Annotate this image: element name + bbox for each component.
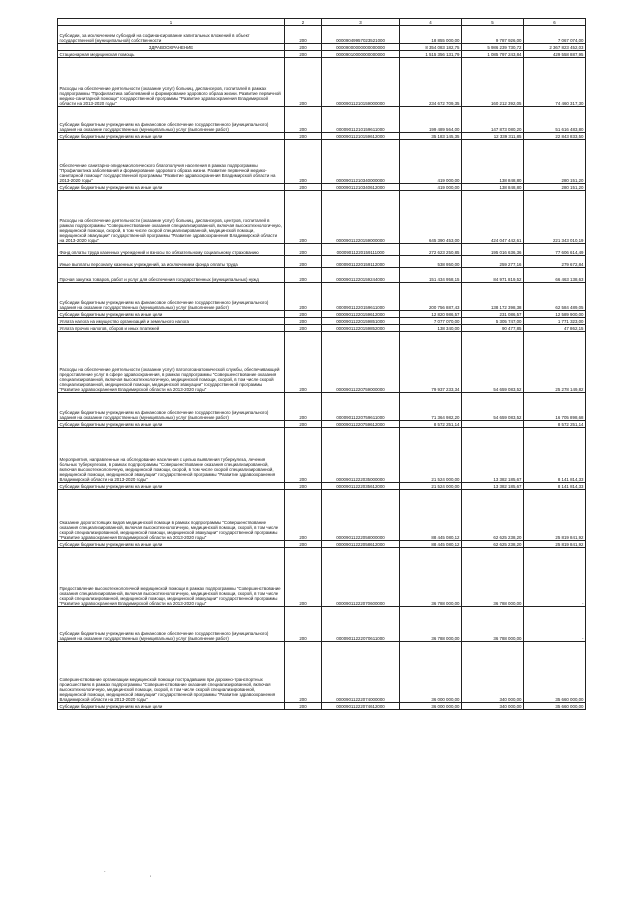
row-line-code: 200: [285, 642, 322, 703]
row-description: Субсидии бюджетным учреждениям на иные цели: [58, 703, 285, 710]
row-executed-amount: 5 305 747,00: [462, 318, 524, 325]
row-description: Субсидии бюджетным учреждениям на финансовое обеспечение государственного (муниципального) задания на оказание государственных (муниципальных) услуг (выполнение работ): [58, 283, 285, 311]
row-description: Субсидии бюджетным учреждениям на иные цели: [58, 483, 285, 490]
row-budget-code: 00009011222074612000: [322, 703, 400, 710]
column-header-3: 3: [322, 19, 400, 26]
row-approved-amount: 645 390 453,00: [400, 191, 462, 244]
row-remaining-amount: 429 558 887,95: [524, 51, 586, 58]
row-description: Предоставление высокотехнологичной медицинской помощи в рамках подпрограммы "Совершенствование оказания специализированной, включая высокотехнологичную, медицинской помощи, скорой, в том числе скорой специализированной, медицинской помощи, медицинской эвакуации" государственной программы "Развитие здравоохранения Владимирской области на 2013-2020 годы": [58, 548, 285, 607]
row-approved-amount: 234 672 709,35: [400, 58, 462, 107]
table-row: [58, 318, 586, 325]
row-executed-amount: 424 047 442,61: [462, 191, 524, 244]
row-remaining-amount: 280 151,20: [524, 184, 586, 191]
row-description: Уплата налога на имущество организаций и земельного налога: [58, 318, 285, 325]
row-approved-amount: 419 000,00: [400, 140, 462, 184]
row-remaining-amount: 279 672,84: [524, 256, 586, 268]
row-approved-amount: 88 445 080,12: [400, 541, 462, 548]
row-approved-amount: 7 077 070,00: [400, 318, 462, 325]
table-row: [58, 548, 586, 607]
table-row: [58, 107, 586, 133]
row-executed-amount: 54 659 083,52: [462, 393, 524, 421]
row-executed-amount: 12 339 311,85: [462, 133, 524, 140]
table-row: [58, 140, 586, 184]
row-line-code: 200: [285, 393, 322, 421]
row-remaining-amount: 1 771 323,00: [524, 318, 586, 325]
row-line-code: 200: [285, 541, 322, 548]
table-row: [58, 642, 586, 703]
row-line-code: 200: [285, 421, 322, 428]
row-executed-amount: 13 382 185,67: [462, 483, 524, 490]
row-remaining-amount: 7 067 074,00: [524, 26, 586, 44]
row-executed-amount: 340 000,00: [462, 703, 524, 710]
table-row: [58, 541, 586, 548]
row-remaining-amount: 35 660 000,00: [524, 642, 586, 703]
row-description: ЗДРАВООХРАНЕНИЕ: [58, 44, 285, 51]
row-executed-amount: 259 277,16: [462, 256, 524, 268]
table-row: [58, 421, 586, 428]
row-budget-code: 00009011220159611000: [322, 283, 400, 311]
table-row: [58, 268, 586, 283]
row-executed-amount: 5 986 239 730,72: [462, 44, 524, 51]
row-budget-code: 00009011222035000000: [322, 428, 400, 483]
row-line-code: 200: [285, 283, 322, 311]
row-approved-amount: 200 756 887,43: [400, 283, 462, 311]
row-executed-amount: 54 659 083,52: [462, 332, 524, 393]
row-budget-code: 00009011220759611000: [322, 393, 400, 421]
row-executed-amount: [462, 421, 524, 428]
column-header-2: 2: [285, 19, 322, 26]
row-budget-code: 00009011210159612000: [322, 133, 400, 140]
row-remaining-amount: 62 584 489,05: [524, 283, 586, 311]
row-approved-amount: 88 445 080,12: [400, 490, 462, 541]
table-row: [58, 332, 586, 393]
row-approved-amount: 36 788 000,00: [400, 607, 462, 642]
row-description: Субсидии бюджетным учреждениям на финансовое обеспечение государственного (муниципального) задания на оказание государственных (муниципальных) услуг (выполнение работ): [58, 607, 285, 642]
row-description: Иные выплаты персоналу казенных учреждений, за исключением фонда оплаты труда: [58, 256, 285, 268]
table-row: [58, 244, 586, 256]
row-line-code: 200: [285, 140, 322, 184]
row-line-code: 200: [285, 44, 322, 51]
table-row: [58, 51, 586, 58]
row-line-code: 200: [285, 490, 322, 541]
row-remaining-amount: 2 367 823 452,03: [524, 44, 586, 51]
row-approved-amount: 79 937 233,34: [400, 332, 462, 393]
row-remaining-amount: 51 616 483,80: [524, 107, 586, 133]
row-executed-amount: 13 382 185,67: [462, 428, 524, 483]
row-line-code: 200: [285, 133, 322, 140]
row-approved-amount: 12 820 986,57: [400, 311, 462, 318]
row-description: Расходы на обеспечение деятельности (оказание услуг) больниц, диспансеров, центров, госпиталей в рамках подпрограммы "Совершенствование оказания специализированной, включая высокотехнологичную, медицинской помощи, скорой, в том числе скорой специализированной, медицинской помощи, медицинской эвакуации" государственной программы "Развитие здравоохранения Владимирской области на 2013-2020 годы": [58, 191, 285, 244]
table-row: [58, 256, 586, 268]
row-budget-code: 00009011210159611000: [322, 107, 400, 133]
row-remaining-amount: 77 606 614,49: [524, 244, 586, 256]
row-budget-code: 00009011210340000000: [322, 140, 400, 184]
row-executed-amount: 36 788 000,00: [462, 548, 524, 607]
row-description: Субсидии бюджетным учреждениям на иные цели: [58, 311, 285, 318]
row-description: Фонд оплаты труда казенных учреждений и взносы по обязательному социальному страхованию: [58, 244, 285, 256]
row-executed-amount: 84 971 819,52: [462, 268, 524, 283]
row-approved-amount: 199 489 564,00: [400, 107, 462, 133]
row-approved-amount: 71 364 982,20: [400, 393, 462, 421]
row-remaining-amount: 74 460 317,30: [524, 58, 586, 107]
row-line-code: 200: [285, 256, 322, 268]
row-remaining-amount: 25 819 841,92: [524, 541, 586, 548]
row-line-code: 200: [285, 184, 322, 191]
row-executed-amount: 195 016 636,36: [462, 244, 524, 256]
row-remaining-amount: 12 589 900,00: [524, 311, 586, 318]
row-approved-amount: 538 950,00: [400, 256, 462, 268]
row-line-code: 200: [285, 26, 322, 44]
table-row: [58, 26, 586, 44]
row-executed-amount: 340 000,00: [462, 642, 524, 703]
row-approved-amount: 8 354 083 182,75: [400, 44, 462, 51]
table-row: [58, 283, 586, 311]
table-row: [58, 311, 586, 318]
row-description: Расходы на обеспечение деятельности (оказание услуг) патологоанатомической службы, обеспечивающей предоставление услуг в сфере здравоохранения, в рамках подпрограммы "Совершенствование оказания специализированной, включая высокотехнологичную, медицинской помощи, скорой, в том числе скорой специализированной, медицинской помощи, медицинской эвакуации" государственной программы "Развитие здравоохранения Владимирской области на 2013-2020 годы": [58, 332, 285, 393]
row-line-code: 200: [285, 58, 322, 107]
column-header-4: 4: [400, 19, 462, 26]
scan-dot: .: [104, 868, 106, 874]
row-executed-amount: 138 172 398,38: [462, 283, 524, 311]
row-budget-code: 00009011220159112000: [322, 256, 400, 268]
row-executed-amount: 62 625 238,20: [462, 490, 524, 541]
row-description: Субсидии бюджетным учреждениям на иные цели: [58, 421, 285, 428]
row-approved-amount: 35 183 145,35: [400, 133, 462, 140]
row-remaining-amount: 8 572 251,14: [524, 421, 586, 428]
row-remaining-amount: 35 660 000,00: [524, 703, 586, 710]
row-description: Уплата прочих налогов, сборов и иных платежей: [58, 325, 285, 332]
row-remaining-amount: -: [524, 548, 586, 607]
row-executed-amount: 62 625 238,20: [462, 541, 524, 548]
column-header-1: 1: [58, 19, 285, 26]
row-executed-amount: 231 086,57: [462, 311, 524, 318]
row-budget-code: 00009011222070600000: [322, 548, 400, 607]
row-approved-amount: 419 000,00: [400, 184, 462, 191]
row-budget-code: 00009011220759612000: [322, 421, 400, 428]
row-description: Субсидии бюджетным учреждениям на иные цели: [58, 184, 285, 191]
row-description: Субсидии бюджетным учреждениям на финансовое обеспечение государственного (муниципального) задания на оказание государственных (муниципальных) услуг (выполнение работ): [58, 107, 285, 133]
row-executed-amount: 138 848,80: [462, 140, 524, 184]
row-budget-code: 00009011220159851000: [322, 318, 400, 325]
scan-mark: ': [150, 876, 152, 882]
row-executed-amount: 160 212 392,05: [462, 58, 524, 107]
row-budget-code: 00009011222058612000: [322, 541, 400, 548]
row-budget-code: 00009011210159000000: [322, 58, 400, 107]
row-description: Расходы на обеспечение деятельности (оказание услуг) больниц, диспансеров, госпиталей в рамках подпрограммы "Профилактика заболеваний и формирование здорового образа жизни. Развитие первичной медико-санитарной помощи" государственной программы "Развитие здравоохранения Владимирской области на 2013-2020 годы": [58, 58, 285, 107]
table-row: [58, 607, 586, 642]
row-remaining-amount: 8 141 814,33: [524, 428, 586, 483]
row-line-code: 200: [285, 332, 322, 393]
row-budget-code: 00009011220159852000: [322, 325, 400, 332]
row-line-code: 200: [285, 607, 322, 642]
row-approved-amount: 36 000 000,00: [400, 703, 462, 710]
row-remaining-amount: 66 463 138,63: [524, 268, 586, 283]
row-budget-code: 00009011220159612000: [322, 311, 400, 318]
row-approved-amount: 1 515 356 131,79: [400, 51, 462, 58]
row-approved-amount: 21 524 000,00: [400, 483, 462, 490]
row-remaining-amount: 8 141 814,33: [524, 483, 586, 490]
row-remaining-amount: 16 705 898,68: [524, 393, 586, 421]
row-approved-amount: 272 623 250,85: [400, 244, 462, 256]
row-description: Совершенствование организации медицинской помощи пострадавшим при дорожно-транспортных происшествиях в рамках подпрограммы "Совершенствование оказания специализированной, включая высокотехнологичную, медицинской помощи, скорой, в том числе скорой специализированной, медицинской помощи, медицинской эвакуации" государственной программы "Развитие здравоохранения Владимирской области на 2013-2020 годы": [58, 642, 285, 703]
budget-execution-table: [57, 18, 586, 710]
row-line-code: 200: [285, 318, 322, 325]
table-row: [58, 483, 586, 490]
row-budget-code: 00009011222035612000: [322, 483, 400, 490]
row-executed-amount: 147 873 080,20: [462, 107, 524, 133]
row-approved-amount: 36 000 000,00: [400, 642, 462, 703]
row-remaining-amount: -: [524, 607, 586, 642]
row-remaining-amount: 221 343 010,19: [524, 191, 586, 244]
table-row: [58, 133, 586, 140]
row-executed-amount: 9 787 926,00: [462, 26, 524, 44]
row-budget-code: 00009011222058000000: [322, 490, 400, 541]
table-row: [58, 191, 586, 244]
row-budget-code: 00009010000000000000: [322, 51, 400, 58]
row-line-code: 200: [285, 483, 322, 490]
column-header-6: 6: [524, 19, 586, 26]
row-executed-amount: 90 477,85: [462, 325, 524, 332]
row-description: Мероприятия, направленные на обследование населения с целью выявления туберкулеза, лечения больных туберкулезом, в рамках подпрограммы "Совершенствование оказания специализированной, включая высокотехнологичную, медицинской помощи, скорой, в том числе скорой специализированной, медицинской помощи, медицинской эвакуации" государственной программы "Развитие здравоохранения Владимирской области на 2013-2020 годы": [58, 428, 285, 483]
row-line-code: 200: [285, 548, 322, 607]
row-remaining-amount: 22 843 833,50: [524, 133, 586, 140]
row-approved-amount: 8 572 251,14: [400, 421, 462, 428]
row-executed-amount: 1 085 797 243,84: [462, 51, 524, 58]
row-description: Субсидии, за исключением субсидий на софинансирование капитальных вложений в объект государственной (муниципальной) собственности: [58, 26, 285, 44]
row-budget-code: 00009049957023521000: [322, 26, 400, 44]
table-body: [58, 26, 586, 710]
row-budget-code: 00009011210340612000: [322, 184, 400, 191]
row-budget-code: 00009011220759000000: [322, 332, 400, 393]
row-description: Прочая закупка товаров, работ и услуг для обеспечения государственных (муниципальных) нужд: [58, 268, 285, 283]
row-line-code: 200: [285, 311, 322, 318]
row-description: Субсидии бюджетным учреждениям на иные цели: [58, 133, 285, 140]
table-row: [58, 44, 586, 51]
row-budget-code: 00009000000000000000: [322, 44, 400, 51]
row-executed-amount: 36 788 000,00: [462, 607, 524, 642]
row-budget-code: 00009011222070611000: [322, 607, 400, 642]
row-remaining-amount: 25 278 149,82: [524, 332, 586, 393]
row-executed-amount: 138 848,80: [462, 184, 524, 191]
row-approved-amount: 36 788 000,00: [400, 548, 462, 607]
table-row: [58, 703, 586, 710]
row-description: Субсидии бюджетным учреждениям на финансовое обеспечение государственного (муниципального) задания на оказание государственных (муниципальных) услуг (выполнение работ): [58, 393, 285, 421]
row-description: Обеспечение санитарно-эпидемиологического благополучия населения в рамках подпрограммы "Профилактика заболеваний и формирование здорового образа жизни. Развитие первичной медико-санитарной помощи" государственной программы "Развитие здравоохранения Владимирской области на 2013-2020 годы": [58, 140, 285, 184]
table-row: [58, 393, 586, 421]
row-remaining-amount: 280 151,20: [524, 140, 586, 184]
row-approved-amount: 151 434 958,15: [400, 268, 462, 283]
row-budget-code: 00009011222074000000: [322, 642, 400, 703]
row-line-code: 200: [285, 703, 322, 710]
table-row: [58, 325, 586, 332]
table-row: [58, 428, 586, 483]
table-row: [58, 490, 586, 541]
row-line-code: 200: [285, 325, 322, 332]
column-header-5: 5: [462, 19, 524, 26]
row-budget-code: 00009011220159111000: [322, 244, 400, 256]
table-header-row: [58, 19, 586, 26]
row-line-code: 200: [285, 268, 322, 283]
row-line-code: 200: [285, 107, 322, 133]
row-remaining-amount: 25 819 841,92: [524, 490, 586, 541]
row-line-code: 200: [285, 191, 322, 244]
table-row: [58, 58, 586, 107]
table-row: [58, 184, 586, 191]
row-description: Субсидии бюджетным учреждениям на иные цели: [58, 541, 285, 548]
row-line-code: 200: [285, 244, 322, 256]
row-budget-code: 00009011220159000000: [322, 191, 400, 244]
row-line-code: 200: [285, 51, 322, 58]
row-line-code: 200: [285, 428, 322, 483]
row-description: Оказание дорогостоящих видов медицинской помощи в рамках подпрограммы "Совершенствование оказания специализированной, включая высокотехнологичную, медицинской помощи, скорой, в том числе скорой специализированной, медицинской помощи, медицинской эвакуации" государственной программы "Развитие здравоохранения Владимирской области на 2013-2020 годы": [58, 490, 285, 541]
row-budget-code: 00009011220159244000: [322, 268, 400, 283]
row-remaining-amount: 47 862,15: [524, 325, 586, 332]
row-description: Стационарная медицинская помощь: [58, 51, 285, 58]
row-approved-amount: 138 340,00: [400, 325, 462, 332]
report-sheet: [57, 18, 585, 710]
row-approved-amount: 21 524 000,00: [400, 428, 462, 483]
row-approved-amount: 18 855 000,00: [400, 26, 462, 44]
